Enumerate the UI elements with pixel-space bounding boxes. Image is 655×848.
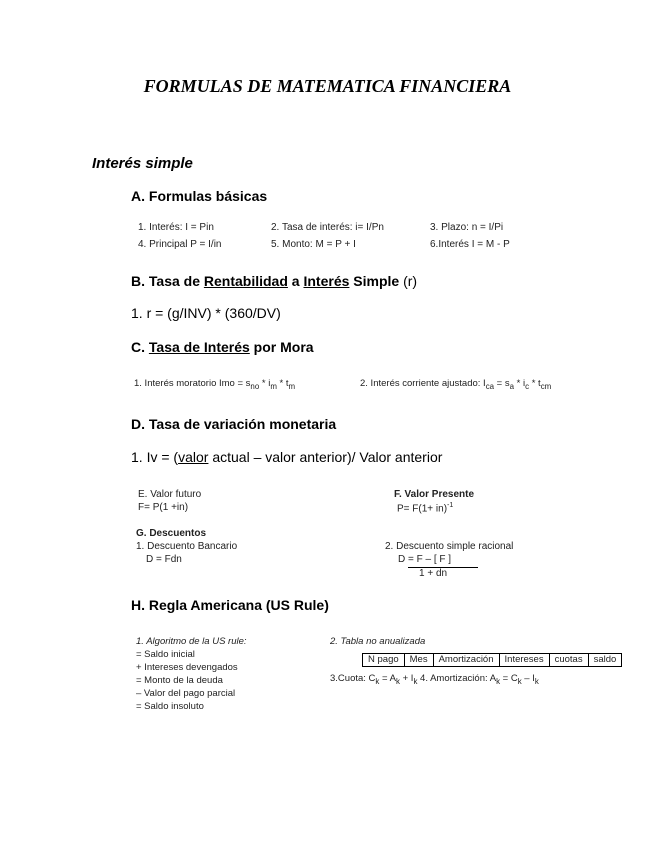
formula-variacion bbox=[131, 449, 442, 465]
formula-h3-mid: = A bbox=[379, 673, 397, 684]
heading-b-interes: Interés bbox=[303, 273, 350, 289]
formula-c1-sub2: m bbox=[270, 381, 277, 391]
formula-descuento-bancario: D = Fdn bbox=[146, 554, 182, 565]
us-rule-pago-parcial: – Valor del pago parcial bbox=[136, 688, 236, 699]
formula-h4-s2: k bbox=[517, 676, 522, 686]
formula-c2-mid2: * i bbox=[514, 378, 526, 389]
heading-b-suffix: Simple bbox=[349, 273, 400, 289]
formula-principal: 4. Principal P = I/in bbox=[138, 239, 222, 250]
formula-f-text: P= F(1+ in) bbox=[397, 503, 448, 515]
us-rule-algoritmo: 1. Algoritmo de la US rule: bbox=[136, 636, 247, 647]
heading-tasa-rentabilidad bbox=[131, 273, 417, 289]
us-rule-intereses: + Intereses devengados bbox=[136, 662, 238, 673]
formula-plazo: 3. Plazo: n = I/Pi bbox=[430, 222, 504, 233]
formula-monto: 5. Monto: M = P + I bbox=[271, 239, 356, 250]
table-header-npago: N pago bbox=[363, 654, 405, 667]
formula-valor-futuro: F= P(1 +in) bbox=[138, 502, 189, 513]
heading-c-prefix: C. bbox=[131, 339, 149, 355]
formula-interes: 1. Interés: I = Pin bbox=[138, 222, 214, 233]
formula-interes-corriente bbox=[360, 378, 551, 391]
table-header-intereses: Intereses bbox=[499, 654, 549, 667]
formula-f-exp: -1 bbox=[447, 502, 454, 509]
formula-h4-s1: k bbox=[496, 676, 501, 686]
heading-tasa-mora bbox=[131, 339, 314, 355]
formula-h3-text: 3.Cuota: C bbox=[330, 673, 376, 684]
section-heading-interes-simple: Interés simple bbox=[92, 155, 193, 172]
formula-valor-presente bbox=[397, 502, 453, 514]
label-descuento-racional: 2. Descuento simple racional bbox=[385, 541, 514, 552]
formula-h3-s2: k bbox=[396, 676, 400, 686]
heading-b-paren: (r) bbox=[399, 273, 418, 289]
formula-c1-sub1: no bbox=[250, 381, 260, 391]
formula-h4-mid: = C bbox=[500, 673, 518, 684]
formula-d-prefix: 1. Iv = ( bbox=[131, 449, 179, 465]
formula-c2-text: 2. Interés corriente ajustado: I bbox=[360, 378, 486, 389]
formula-h4-s3: k bbox=[534, 676, 539, 686]
heading-descuentos: G. Descuentos bbox=[136, 528, 207, 539]
heading-valor-presente: F. Valor Presente bbox=[394, 489, 475, 500]
formula-descuento-racional-denominador: 1 + dn bbox=[419, 568, 448, 579]
us-rule-saldo-insoluto: = Saldo insoluto bbox=[136, 701, 204, 712]
table-header-saldo: saldo bbox=[588, 654, 622, 667]
heading-regla-americana: H. Regla Americana (US Rule) bbox=[131, 597, 329, 613]
heading-valor-futuro: E. Valor futuro bbox=[138, 489, 202, 500]
formula-h4-end: – I bbox=[521, 673, 535, 684]
formula-h3-end: + I bbox=[399, 673, 414, 684]
formula-c2-mid: = s bbox=[494, 378, 510, 389]
heading-variacion-monetaria: D. Tasa de variación monetaria bbox=[131, 416, 337, 432]
us-rule-tabla-titulo: 2. Tabla no anualizada bbox=[330, 636, 426, 647]
page-title: FORMULAS DE MATEMATICA FINANCIERA bbox=[143, 76, 512, 96]
heading-c-suffix: por Mora bbox=[249, 339, 314, 355]
formula-interes-moratorio bbox=[134, 378, 295, 391]
heading-formulas-basicas: A. Formulas básicas bbox=[131, 188, 268, 204]
table-row bbox=[363, 654, 622, 667]
formula-tasa-interes: 2. Tasa de interés: i= I/Pn bbox=[271, 222, 384, 233]
formula-c2-end: * t bbox=[529, 378, 541, 389]
formula-c1-sub3: m bbox=[288, 381, 296, 391]
formula-c2-sub2: a bbox=[509, 381, 515, 391]
formula-c2-sub3: c bbox=[525, 381, 530, 391]
formula-interes-monto: 6.Interés I = M - P bbox=[430, 239, 510, 250]
formula-c1-end: * t bbox=[276, 378, 289, 389]
table-header-mes: Mes bbox=[404, 654, 433, 667]
formula-c2-sub1: ca bbox=[485, 381, 495, 391]
formula-rentabilidad: 1. r = (g/INV) * (360/DV) bbox=[131, 305, 281, 321]
formula-c2-sub4: cm bbox=[540, 381, 552, 391]
formula-h3-s1: k bbox=[375, 676, 380, 686]
formula-h4-text: 4. Amortización: A bbox=[417, 673, 497, 684]
heading-b-rentabilidad: Rentabilidad bbox=[203, 273, 288, 289]
heading-c-tasa-interes: Tasa de Interés bbox=[148, 339, 250, 355]
us-rule-saldo-inicial: = Saldo inicial bbox=[136, 649, 195, 660]
label-descuento-bancario: 1. Descuento Bancario bbox=[136, 541, 238, 552]
formula-h3-s3: k bbox=[413, 676, 418, 686]
heading-b-mid: a bbox=[287, 273, 304, 289]
heading-b-prefix: B. Tasa de bbox=[131, 273, 204, 289]
table-header-cuotas: cuotas bbox=[549, 654, 588, 667]
formula-c1-text: 1. Interés moratorio Imo = s bbox=[134, 378, 251, 389]
formula-c1-mid: * i bbox=[259, 378, 271, 389]
formula-cuota-amortizacion bbox=[330, 673, 539, 686]
formula-descuento-racional-numerador: D = F – [ F ] bbox=[398, 554, 452, 565]
table-header-amortizacion: Amortización bbox=[433, 654, 499, 667]
us-rule-monto-deuda: = Monto de la deuda bbox=[136, 675, 223, 686]
formula-d-valor: valor bbox=[178, 449, 209, 465]
formula-d-suffix: actual – valor anterior)/ Valor anterior bbox=[208, 449, 443, 465]
us-rule-table bbox=[362, 653, 622, 667]
